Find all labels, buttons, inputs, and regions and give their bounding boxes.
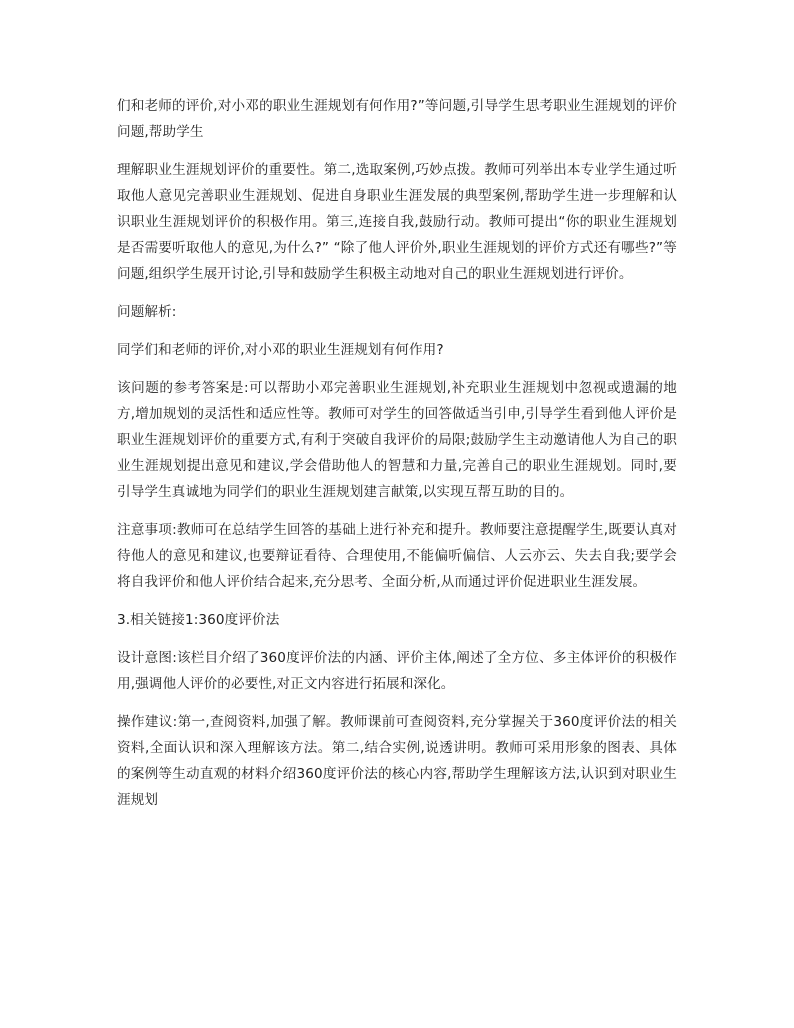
paragraph-operation-suggestions: 操作建议:第一,查阅资料,加强了解。教师课前可查阅资料,充分掌握关于360度评价法的相关资料,全面认识和深入理解该方法。第二,结合实例,说透讲明。教师可采用形象的图表、具体的案例等生动直观的材料介绍360度评价法的核心内容,帮助学生理解该方法,认识到对职业生涯规划 bbox=[117, 714, 677, 808]
paragraph-operation-steps: 理解职业生涯规划评价的重要性。第二,选取案例,巧妙点拨。教师可列举出本专业学生通过听取他人意见完善职业生涯规划、促进自身职业生涯发展的典型案例,帮助学生进一步理解和认识职业生涯规划评价的积极作用。第三,连接自我,鼓励行动。教师可提出“你的职业生涯规划是否需要听取他人的意见,为什么?” “除了他人评价外,职业生涯规划的评价方式还有哪些?”等问题,组织学生展开讨论,引导和鼓励学生积极主动地对自己的职业生涯规划进行评价。 bbox=[117, 162, 677, 282]
paragraph-intro-continued: 们和老师的评价,对小邓的职业生涯规划有何作用?”等问题,引导学生思考职业生涯规划的评价问题,帮助学生 bbox=[117, 98, 677, 140]
paragraph-problem-analysis-heading: 问题解析: bbox=[117, 304, 177, 320]
paragraph-question: 同学们和老师的评价,对小邓的职业生涯规划有何作用? bbox=[117, 342, 444, 358]
section-heading-360-evaluation: 3.相关链接1:360度评价法 bbox=[117, 612, 280, 628]
paragraph-notes: 注意事项:教师可在总结学生回答的基础上进行补充和提升。教师要注意提醒学生,既要认真对待他人的意见和建议,也要辩证看待、合理使用,不能偏听偏信、人云亦云、失去自我;要学会将自我评价和他人评价结合起来,充分思考、全面分析,从而通过评价促进职业生涯发展。 bbox=[117, 522, 677, 590]
paragraph-reference-answer: 该问题的参考答案是:可以帮助小邓完善职业生涯规划,补充职业生涯规划中忽视或遗漏的地方,增加规划的灵活性和适应性等。教师可对学生的回答做适当引申,引导学生看到他人评价是职业生涯规划评价的重要方式,有利于突破自我评价的局限;鼓励学生主动邀请他人为自己的职业生涯规划提出意见和建议,学会借助他人的智慧和力量,完善自己的职业生涯规划。同时,要引导学生真诚地为同学们的职业生涯规划建言献策,以实现互帮互助的目的。 bbox=[117, 380, 677, 500]
document-body bbox=[117, 93, 677, 825]
paragraph-design-intent: 设计意图:该栏目介绍了360度评价法的内涵、评价主体,阐述了全方位、多主体评价的积极作用,强调他人评价的必要性,对正文内容进行拓展和深化。 bbox=[117, 650, 677, 692]
